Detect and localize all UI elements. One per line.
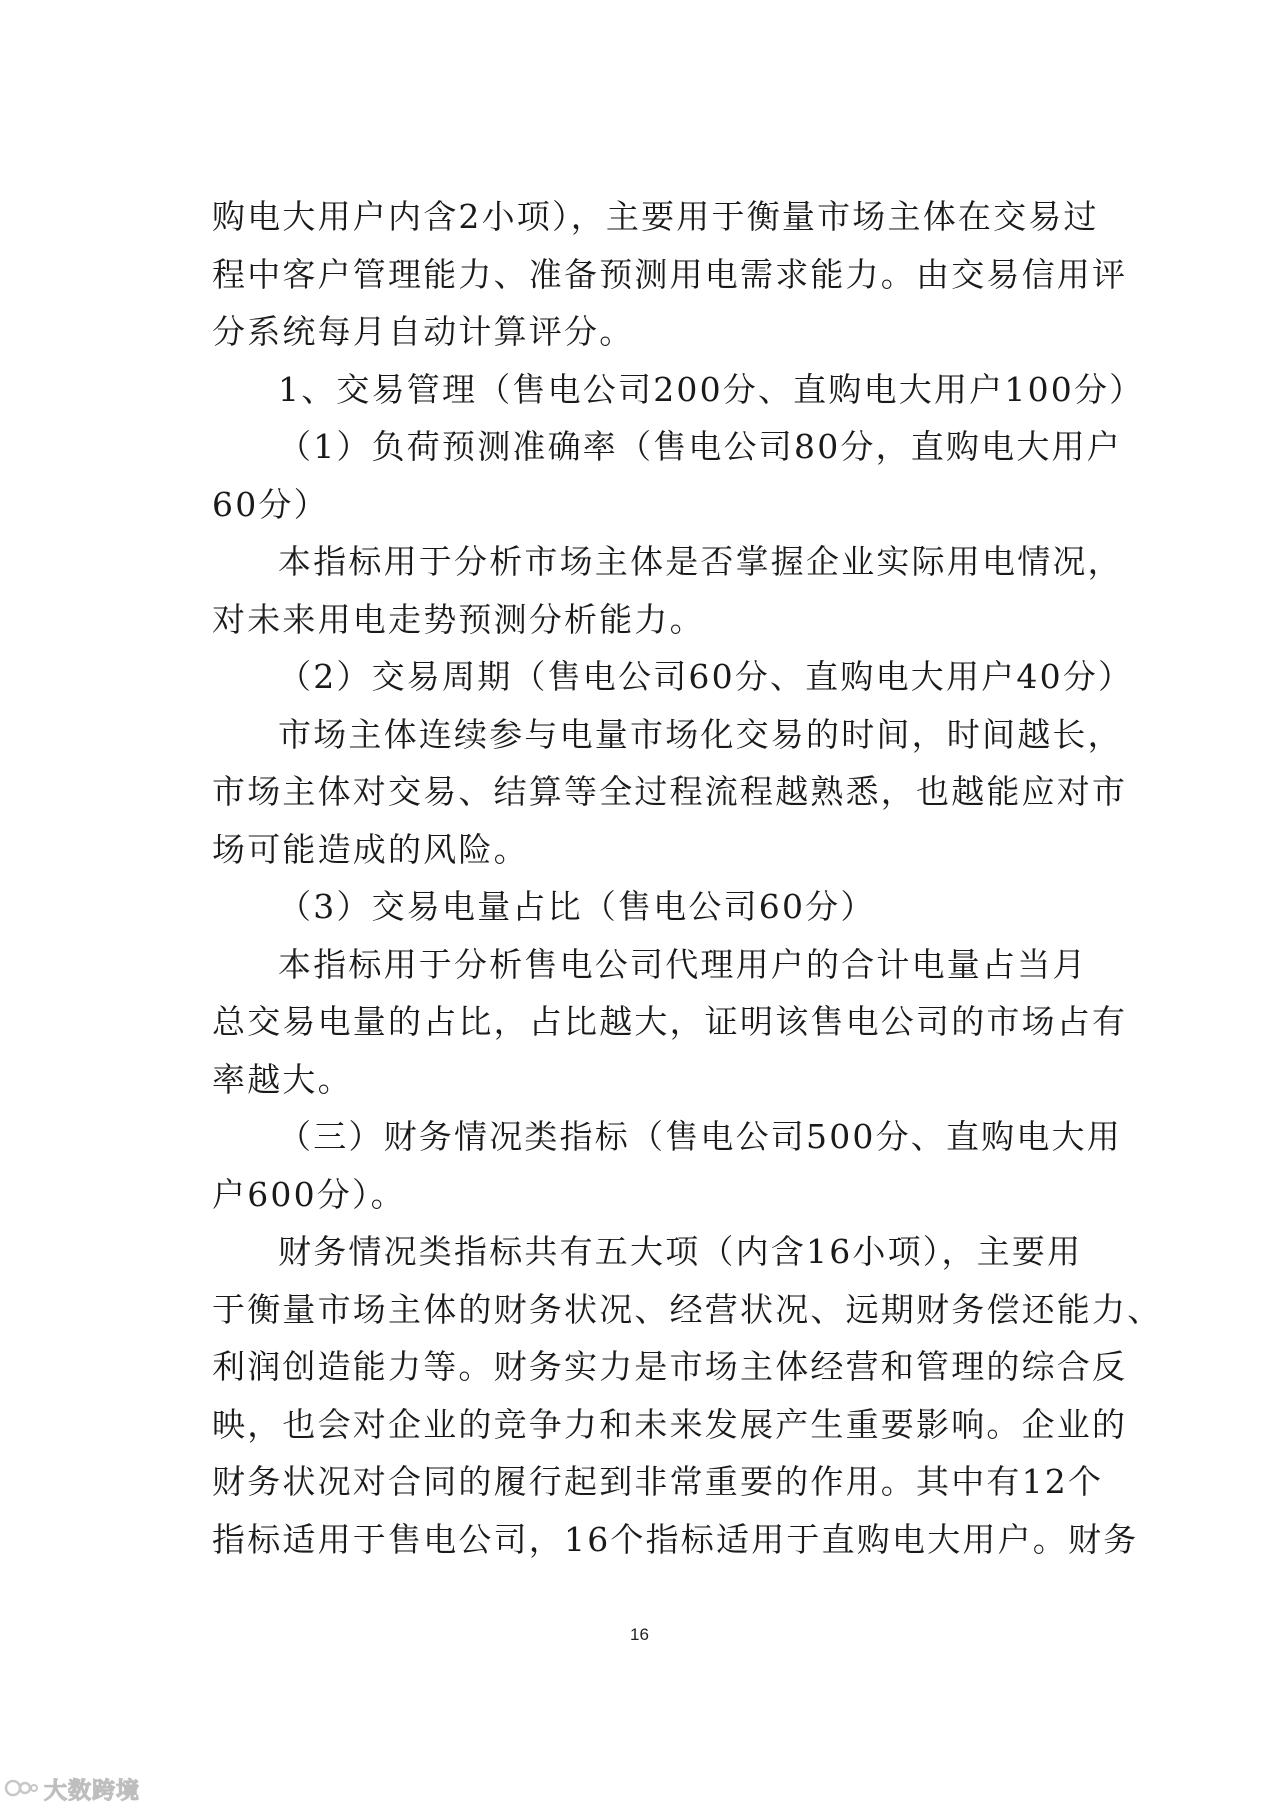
text-line: （3）交易电量占比（售电公司60分） [278,887,876,926]
text-line: 于衡量市场主体的财务状况、经营状况、远期财务偿还能力、 [212,1289,1163,1329]
text-line: 本指标用于分析售电公司代理用户的合计电量占当月 [278,944,1088,984]
text-line: 1、交易管理（售电公司200分、直购电大用户100分） [278,369,1145,409]
text-line: 利润创造能力等。财务实力是市场主体经营和管理的综合反 [212,1347,1128,1386]
text-line: 对未来用电走势预测分析能力。 [212,599,705,639]
brand-logo-icon [4,1775,38,1801]
body-text [212,188,1163,1568]
text-line: 场可能造成的风险。 [212,829,529,869]
text-line: （三）财务情况类指标（售电公司500分、直购电大用 [278,1117,1122,1156]
text-line: 总交易电量的占比，占比越大，证明该售电公司的市场占有 [212,1002,1128,1041]
text-line: 财务状况对合同的履行起到非常重要的作用。其中有12个 [212,1462,1104,1501]
watermark-text: 大数跨境 [44,1777,140,1804]
text-line: 购电大用户内含2小项），主要用于衡量市场主体在交易过 [212,197,1099,236]
text-line: 市场主体对交易、结算等全过程流程越熟悉，也越能应对市 [212,772,1128,811]
text-line: 60分） [212,484,329,524]
text-line: （1）负荷预测准确率（售电公司80分，直购电大用户 [278,427,1122,466]
text-line: 户600分）。 [212,1174,406,1214]
text-line: 本指标用于分析市场主体是否掌握企业实际用电情况， [278,542,1123,581]
text-line: 财务情况类指标共有五大项（内含16小项），主要用 [278,1232,1083,1271]
text-line: （2）交易周期（售电公司60分、直购电大用户40分） [278,657,1134,696]
text-line: 映，也会对企业的竞争力和未来发展产生重要影响。企业的 [212,1404,1128,1444]
text-line: 指标适用于售电公司，16个指标适用于直购电大用户。财务 [212,1519,1139,1559]
text-line: 市场主体连续参与电量市场化交易的时间，时间越长， [278,714,1123,754]
page-number: 16 [630,1625,649,1644]
watermark [4,1772,140,1804]
text-line: 分系统每月自动计算评分。 [212,312,635,351]
text-line: 率越大。 [212,1059,353,1099]
text-line: 程中客户管理能力、准备预测用电需求能力。由交易信用评 [212,254,1128,294]
